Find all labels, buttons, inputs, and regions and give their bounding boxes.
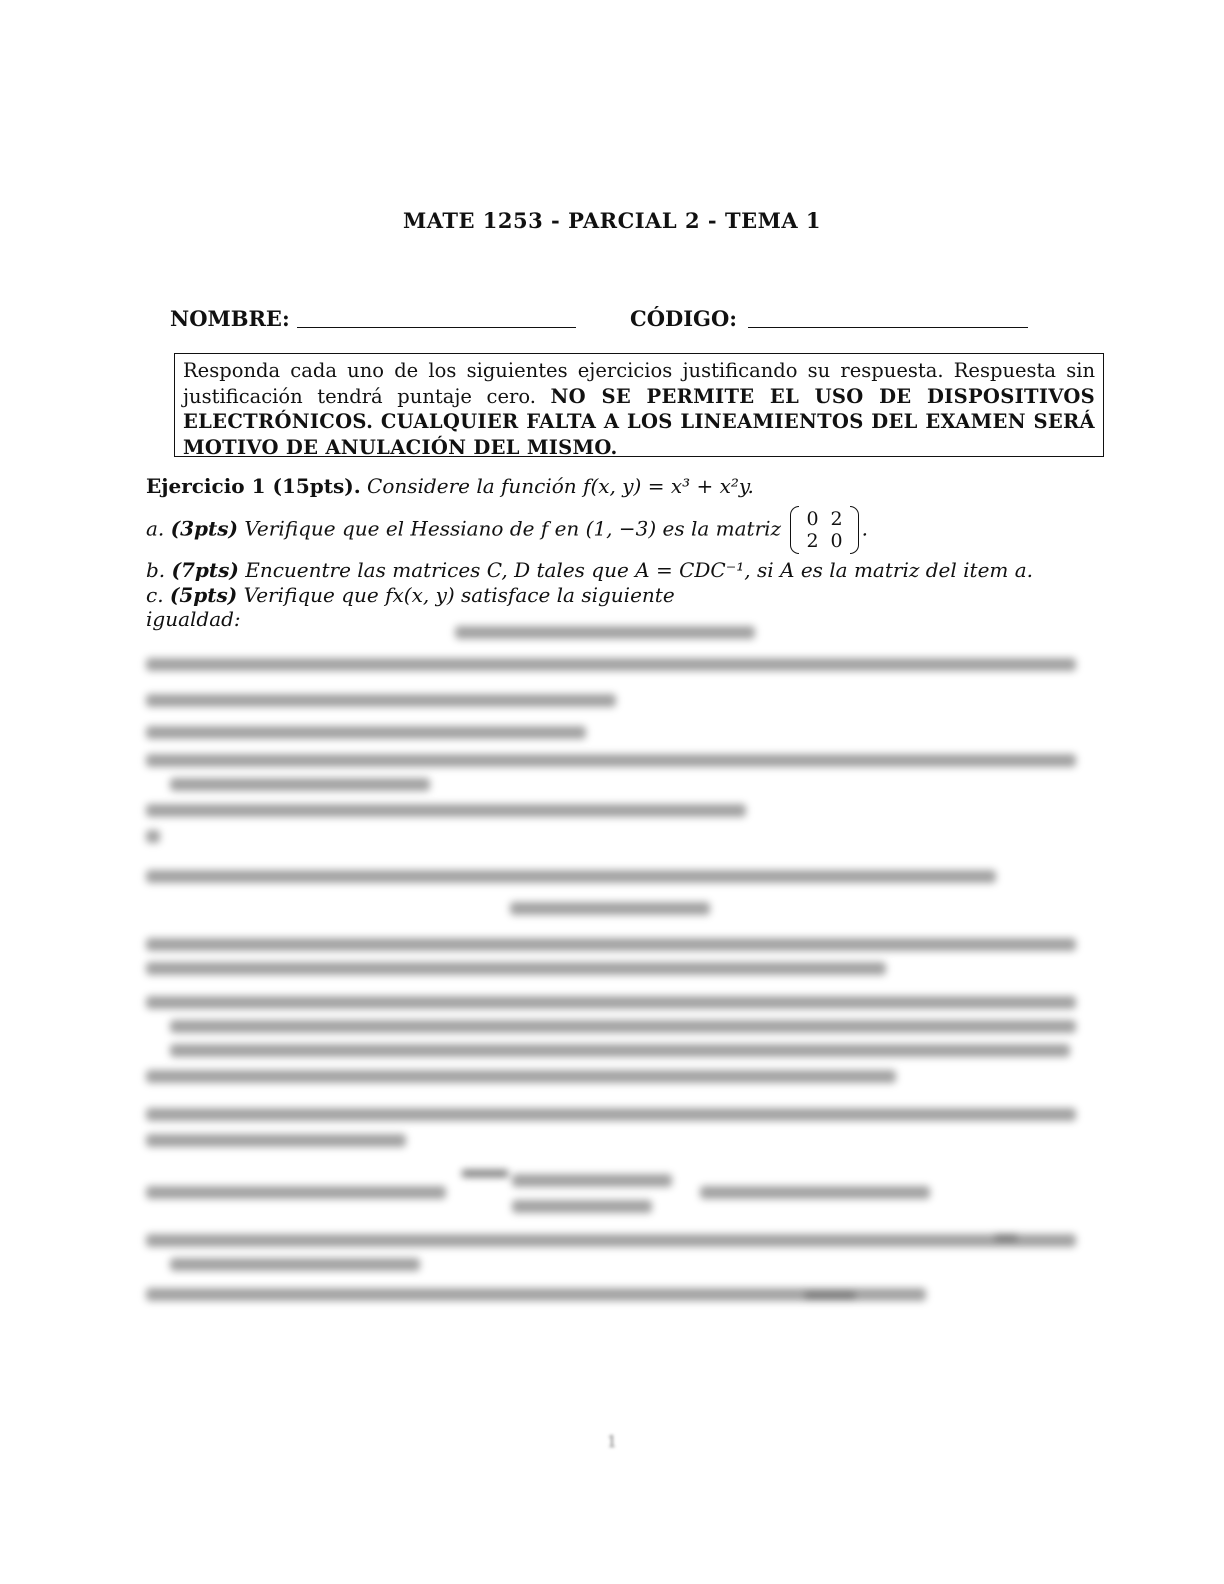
- instructions-warning: NO SE PERMITE EL USO DE DISPOSITIVOS ELECTRÓNICOS. CUALQUIER FALTA A LOS LINEAMIENTOS DEL EXAMEN SERÁ MOTIVO DE ANULACIÓN DEL MISMO.: [183, 384, 1095, 459]
- hessian-matrix: [790, 508, 858, 552]
- item-points: (3pts): [170, 516, 238, 541]
- code-line: [748, 327, 1028, 328]
- name-line: [297, 327, 576, 328]
- exercise-1-heading: Ejercicio 1 (15pts).: [146, 474, 361, 498]
- item-points: (7pts): [171, 558, 239, 582]
- matrix-cell: 0: [830, 530, 843, 552]
- exercise-1-function: f(x, y) = x³ + x²y.: [583, 474, 754, 498]
- item-text: Verifique que el Hessiano de f en (1, −3) es la matriz: [244, 516, 782, 541]
- item-suffix: .: [861, 516, 868, 541]
- matrix-cell: 2: [806, 530, 819, 552]
- item-letter: c.: [146, 583, 164, 607]
- matrix-cell: 2: [830, 508, 843, 530]
- instructions-box: [174, 353, 1104, 457]
- matrix-cell: 0: [806, 508, 819, 530]
- name-label: NOMBRE:: [170, 306, 290, 331]
- item-text: Verifique que fx(x, y) satisface la siguiente igualdad:: [146, 583, 675, 631]
- exercise-1-prefix: Considere la función: [367, 474, 577, 498]
- item-points: (5pts): [169, 583, 238, 607]
- exercise-1-item-a: [146, 508, 868, 552]
- page-number: 1: [606, 1432, 618, 1451]
- item-letter: b.: [146, 558, 166, 582]
- code-label: CÓDIGO:: [630, 306, 738, 331]
- exam-title: MATE 1253 - PARCIAL 2 - TEMA 1: [402, 208, 822, 233]
- item-text: Encuentre las matrices C, D tales que A = CDC⁻¹, si A es la matriz del item a.: [245, 558, 1034, 582]
- instructions-text: Responda cada uno de los siguientes ejercicios justificando su respuesta. Respuesta sin justificación tendrá puntaje cero.: [183, 359, 1095, 408]
- blurred-content: [140, 590, 1090, 1330]
- exercise-1-statement: [146, 474, 754, 498]
- exercise-1-item-b: [146, 558, 1033, 582]
- item-letter: a.: [146, 516, 165, 541]
